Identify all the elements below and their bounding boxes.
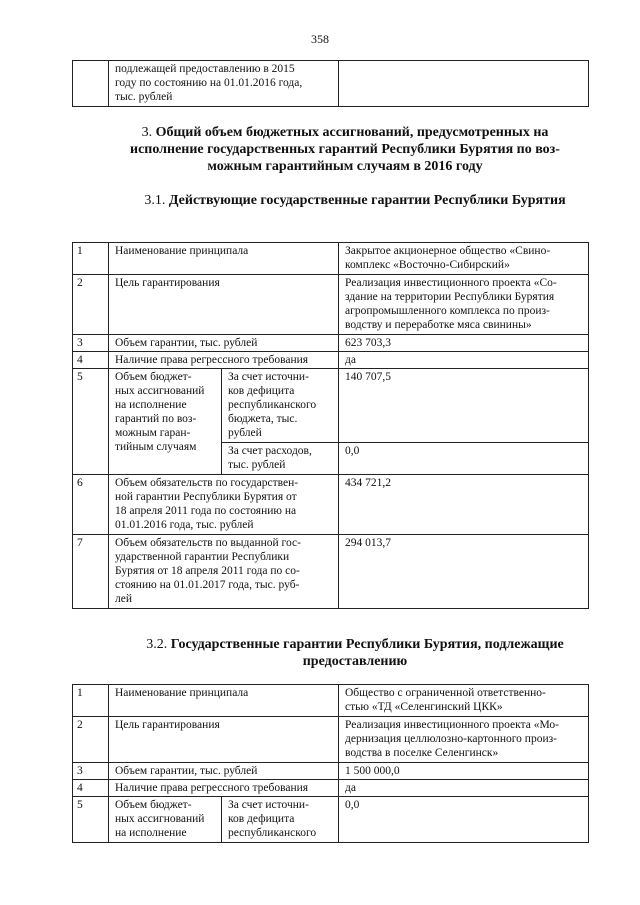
table-row bbox=[73, 535, 589, 609]
table-row bbox=[73, 763, 589, 780]
row-number: 4 bbox=[73, 352, 109, 369]
row-label: Объем бюджет- ных ассигнований на исполнение bbox=[109, 797, 222, 843]
row-value: 140 707,5 bbox=[339, 369, 589, 443]
section-3-1-heading bbox=[140, 192, 570, 209]
section-number: 3.2. bbox=[146, 637, 168, 652]
row-label: Объем гарантии, тыс. рублей bbox=[109, 335, 339, 352]
row-value: Реализация инвестиционного проекта «Мо- дернизация целлюлозно-картонного произ- водства в поселке Селенгинск» bbox=[339, 717, 589, 763]
row-value: 0,0 bbox=[339, 443, 589, 475]
row-label: Объем обязательств по выданной гос- ударственной гарантии Республики Бурятия от 18 апреля 2011 года по со- стоянию на 01.01.2017 года, тыс. руб- лей bbox=[109, 535, 339, 609]
section-title: Действующие государственные гарантии Республики Бурятия bbox=[168, 193, 566, 208]
table-row bbox=[73, 797, 589, 843]
row-number: 1 bbox=[73, 685, 109, 717]
row-value: Закрытое акционерное общество «Свино- комплекс «Восточно-Сибирский» bbox=[339, 243, 589, 275]
section-3-heading bbox=[110, 124, 580, 175]
table-row bbox=[73, 369, 589, 443]
section-title: Общий объем бюджетных ассигнований, предусмотренных на исполнение государственных гарантий Республики Бурятия по воз-можным гарантийным случаям в 2016 году bbox=[130, 125, 560, 174]
section-title: Государственные гарантии Республики Бурятия, подлежащие предоставлению bbox=[170, 637, 564, 669]
row-number: 2 bbox=[73, 717, 109, 763]
guarantees-planned-table bbox=[72, 684, 589, 843]
row-number: 6 bbox=[73, 475, 109, 535]
row-value: 434 721,2 bbox=[339, 475, 589, 535]
table-row bbox=[73, 335, 589, 352]
row-label: Объем обязательств по государствен- ной гарантии Республики Бурятия от 18 апреля 2011 года по состоянию на 01.01.2016 года, тыс. рублей bbox=[109, 475, 339, 535]
table-row bbox=[73, 717, 589, 763]
continued-table bbox=[72, 60, 589, 107]
table-cell bbox=[73, 61, 109, 107]
row-label: Наличие права регрессного требования bbox=[109, 780, 339, 797]
row-value: 294 013,7 bbox=[339, 535, 589, 609]
table-row bbox=[73, 475, 589, 535]
page-number: 358 bbox=[311, 32, 329, 46]
table-row bbox=[73, 352, 589, 369]
table-cell bbox=[339, 61, 589, 107]
row-value: да bbox=[339, 780, 589, 797]
row-value: Общество с ограниченной ответственно- стью «ТД «Селенгинский ЦКК» bbox=[339, 685, 589, 717]
row-value: 1 500 000,0 bbox=[339, 763, 589, 780]
row-label: Наименование принципала bbox=[109, 685, 339, 717]
row-number: 7 bbox=[73, 535, 109, 609]
row-number: 3 bbox=[73, 763, 109, 780]
table-row bbox=[73, 275, 589, 335]
row-label: Цель гарантирования bbox=[109, 275, 339, 335]
row-value: 0,0 bbox=[339, 797, 589, 843]
row-number: 4 bbox=[73, 780, 109, 797]
table-row bbox=[73, 243, 589, 275]
sub-label: За счет расходов, тыс. рублей bbox=[222, 443, 339, 475]
row-label: Цель гарантирования bbox=[109, 717, 339, 763]
table-row bbox=[73, 685, 589, 717]
table-cell: подлежащей предоставлению в 2015 году по состоянию на 01.01.2016 года, тыс. рублей bbox=[109, 61, 339, 107]
table-row bbox=[73, 780, 589, 797]
section-3-2-heading bbox=[140, 636, 570, 670]
row-value: да bbox=[339, 352, 589, 369]
row-number: 3 bbox=[73, 335, 109, 352]
section-number: 3. bbox=[141, 125, 153, 140]
row-value: Реализация инвестиционного проекта «Со- здание на территории Республики Бурятия агропромышленного комплекса по произ- водству и переработке мяса свинины» bbox=[339, 275, 589, 335]
row-label: Наименование принципала bbox=[109, 243, 339, 275]
row-value: 623 703,3 bbox=[339, 335, 589, 352]
sub-label: За счет источни- ков дефицита республиканского bbox=[222, 797, 339, 843]
row-number: 5 bbox=[73, 369, 109, 475]
sub-label: За счет источни- ков дефицита республиканского бюджета, тыс. рублей bbox=[222, 369, 339, 443]
row-label: Наличие права регрессного требования bbox=[109, 352, 339, 369]
row-label: Объем гарантии, тыс. рублей bbox=[109, 763, 339, 780]
row-number: 2 bbox=[73, 275, 109, 335]
row-number: 5 bbox=[73, 797, 109, 843]
guarantees-current-table bbox=[72, 242, 589, 609]
row-label: Объем бюджет- ных ассигнований на исполнение гарантий по воз- можным гаран- тийным случаям bbox=[109, 369, 222, 475]
row-number: 1 bbox=[73, 243, 109, 275]
section-number: 3.1. bbox=[144, 193, 166, 208]
